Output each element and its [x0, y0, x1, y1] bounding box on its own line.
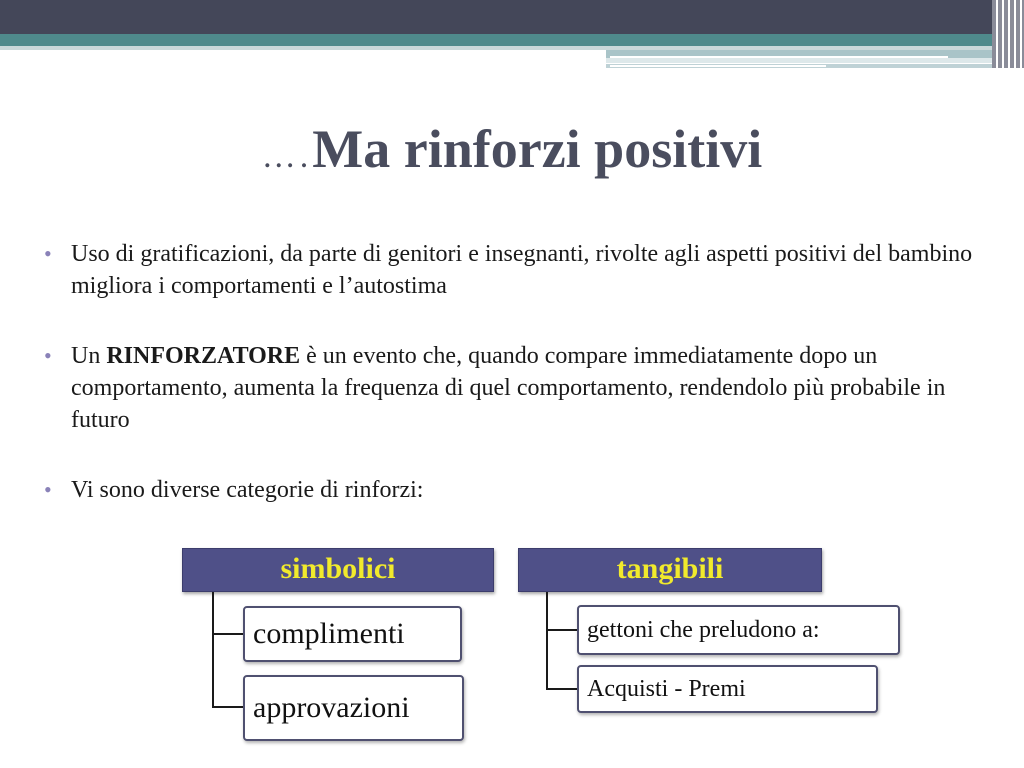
- top-band-teal: [0, 34, 1000, 46]
- title-text: Ma rinforzi positivi: [312, 119, 763, 179]
- bullet-item: [44, 340, 994, 436]
- top-band-line: [610, 65, 826, 67]
- connector-line: [546, 592, 548, 690]
- category-header-simbolici: simbolici: [182, 548, 494, 592]
- bullet-text: Uso di gratificazioni, da parte di genitori e insegnanti, rivolte agli aspetti positivi del bambino migliora i comportamenti e l’autostima: [71, 241, 973, 299]
- bullet-text-prefix: Un: [71, 343, 107, 369]
- category-header-tangibili: tangibili: [518, 548, 822, 592]
- connector-line: [546, 629, 578, 631]
- bullet-list: [44, 238, 994, 544]
- bullet-item: [44, 474, 994, 506]
- connector-line: [212, 592, 214, 708]
- slide-title: [0, 118, 1024, 180]
- bullet-dot-icon: •: [44, 241, 52, 266]
- item-box: approvazioni: [243, 675, 464, 741]
- top-band-line: [610, 56, 948, 58]
- corner-stripes: [992, 0, 1024, 68]
- bullet-text-suffix: è un evento che, quando compare immediatamente dopo un comportamento, aumenta la frequenza di quel comportamento, rendendolo più probabile in futuro: [71, 343, 946, 433]
- bullet-bold-term: RINFORZATORE: [106, 343, 301, 369]
- item-box: complimenti: [243, 606, 462, 662]
- item-box: Acquisti - Premi: [577, 665, 878, 713]
- connector-line: [212, 633, 244, 635]
- bullet-dot-icon: •: [44, 343, 52, 368]
- title-dots: ….: [261, 138, 313, 175]
- top-band-accent: [606, 58, 1000, 63]
- bullet-text: Vi sono diverse categorie di rinforzi:: [71, 477, 424, 503]
- connector-line: [546, 688, 578, 690]
- bullet-item: [44, 238, 994, 302]
- top-band-dark: [0, 0, 1024, 34]
- item-box: gettoni che preludono a:: [577, 605, 900, 655]
- connector-line: [212, 706, 244, 708]
- bullet-dot-icon: •: [44, 477, 52, 502]
